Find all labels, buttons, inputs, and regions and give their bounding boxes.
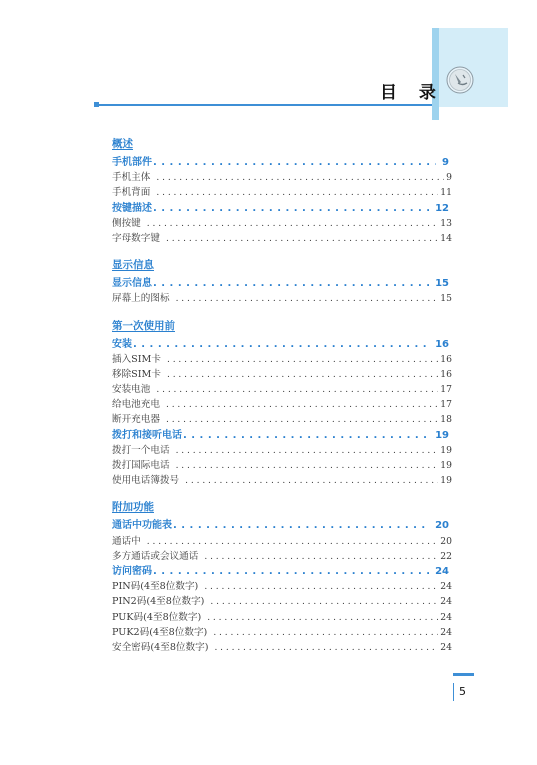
toc-item-page: 13 [440, 217, 452, 229]
toc-chapter[interactable] [112, 337, 452, 352]
toc-chapter-page: 19 [435, 429, 449, 441]
dot-leader [176, 458, 439, 473]
toc-item[interactable] [112, 640, 452, 655]
dot-leader [167, 352, 438, 367]
dot-leader [204, 549, 438, 564]
dot-leader [176, 443, 439, 458]
toc-chapter[interactable] [112, 201, 452, 216]
toc-chapter-page: 12 [435, 202, 449, 214]
toc-item-page: 11 [440, 187, 452, 199]
toc-item-page: 15 [440, 293, 452, 305]
dot-leader [166, 397, 438, 412]
toc-item-page: 14 [440, 232, 452, 244]
toc-item[interactable] [112, 291, 452, 306]
toc-item-page: 16 [440, 353, 452, 365]
toc-chapter-title: 按键描述 [112, 202, 152, 214]
toc-item-title: 屏幕上的图标 [112, 293, 170, 305]
toc-item-page: 16 [440, 368, 452, 380]
toc-item-title: 侧按键 [112, 217, 141, 229]
toc-item-page: 17 [440, 384, 452, 396]
toc-item-title: PUK码(4至8位数字) [112, 611, 202, 623]
toc-item-title: 给电池充电 [112, 399, 160, 411]
dot-leader [153, 564, 429, 579]
toc-chapter-title: 访问密码 [112, 565, 152, 577]
toc-item-title: 手机背面 [112, 187, 151, 199]
dot-leader [173, 518, 429, 533]
section-gap [112, 488, 452, 500]
toc-item-page: 24 [440, 641, 452, 653]
dot-leader [153, 276, 429, 291]
toc-section-heading: 概述 [112, 138, 133, 150]
header-rule [97, 104, 433, 106]
toc-item-title: PIN码(4至8位数字) [112, 581, 199, 593]
toc-item[interactable] [112, 473, 452, 488]
toc-item[interactable] [112, 231, 452, 246]
toc-chapter-page: 24 [435, 565, 449, 577]
toc-item[interactable] [112, 382, 452, 397]
page-title: 目 录 [380, 83, 444, 103]
toc-item-page: 18 [440, 414, 452, 426]
toc-chapter[interactable] [112, 276, 452, 291]
header-accent-bar [432, 28, 439, 120]
toc-section-heading: 第一次使用前 [112, 319, 175, 332]
toc-item-page: 20 [440, 535, 452, 547]
toc-item[interactable] [112, 170, 452, 185]
phone-logo-icon [446, 66, 474, 94]
toc-item[interactable] [112, 216, 452, 231]
toc-item[interactable] [112, 625, 452, 640]
toc-item-title: 安全密码(4至8位数字) [112, 641, 209, 653]
toc-item[interactable] [112, 610, 452, 625]
toc-item-page: 24 [440, 596, 452, 608]
toc-item-page: 9 [446, 172, 452, 184]
dot-leader [166, 412, 438, 427]
dot-leader [167, 367, 438, 382]
toc-item-page: 19 [440, 444, 452, 456]
dot-leader [156, 382, 438, 397]
toc-item[interactable] [112, 412, 452, 427]
toc-item-title: 拨打国际电话 [112, 460, 170, 471]
toc-item-page: 24 [440, 581, 452, 593]
toc-section-heading: 显示信息 [112, 259, 154, 272]
toc-item[interactable] [112, 594, 452, 609]
toc-item-title: 安装电池 [112, 384, 151, 396]
toc-item-title: 手机主体 [112, 172, 151, 184]
dot-leader [153, 155, 436, 170]
dot-leader [214, 640, 438, 655]
toc-item[interactable] [112, 367, 452, 382]
toc-chapter-title: 安装 [112, 338, 132, 350]
toc-chapter-page: 20 [435, 520, 449, 532]
toc-chapter-title: 通话中功能表 [112, 520, 172, 532]
toc-chapter[interactable] [112, 428, 452, 443]
page-number-rule [453, 673, 474, 676]
toc-item-title: 移除SIM卡 [112, 368, 161, 380]
dot-leader [183, 428, 429, 443]
toc-item-page: 24 [440, 626, 452, 638]
section-gap [112, 307, 452, 319]
toc-chapter-title: 手机部件 [112, 157, 152, 168]
toc-item-title: 使用电话簿拨号 [112, 475, 180, 487]
toc-item-page: 17 [440, 399, 452, 411]
toc-chapter[interactable] [112, 155, 452, 170]
toc-item-page: 22 [440, 550, 452, 562]
toc-item-title: 拨打一个电话 [112, 444, 170, 456]
toc-item-title: 字母数字键 [112, 232, 160, 244]
toc-item[interactable] [112, 458, 452, 473]
toc-item-title: PIN2码(4至8位数字) [112, 596, 205, 608]
dot-leader [147, 534, 439, 549]
toc-item[interactable] [112, 443, 452, 458]
toc-section-heading: 附加功能 [112, 501, 154, 514]
toc-chapter-page: 15 [435, 278, 449, 290]
dot-leader [156, 170, 444, 185]
toc-item[interactable] [112, 579, 452, 594]
toc-item-page: 24 [440, 611, 452, 623]
toc-item[interactable] [112, 397, 452, 412]
page-number: 5 [459, 685, 466, 698]
toc-chapter-page: 9 [442, 157, 449, 168]
dot-leader [176, 291, 439, 306]
section-gap [112, 246, 452, 258]
dot-leader [204, 579, 438, 594]
toc-item-page: 19 [440, 475, 452, 487]
dot-leader [213, 625, 438, 640]
toc-item[interactable] [112, 352, 452, 367]
dot-leader [185, 473, 438, 488]
dot-leader [207, 610, 438, 625]
toc-chapter[interactable] [112, 564, 452, 579]
dot-leader [133, 337, 429, 352]
toc-item-title: 通话中 [112, 535, 141, 547]
toc-item[interactable] [112, 185, 452, 200]
toc-item[interactable] [112, 534, 452, 549]
toc-item-title: 断开充电器 [112, 414, 160, 426]
dot-leader [166, 231, 438, 246]
toc-item-title: PUK2码(4至8位数字) [112, 626, 208, 638]
table-of-contents [112, 137, 452, 655]
toc-item-title: 多方通话或会议通话 [112, 550, 199, 562]
toc-chapter[interactable] [112, 518, 452, 533]
dot-leader [153, 201, 429, 216]
toc-chapter-title: 显示信息 [112, 278, 152, 290]
toc-item-title: 插入SIM卡 [112, 353, 161, 365]
dot-leader [147, 216, 439, 231]
toc-item-page: 19 [440, 460, 452, 471]
dot-leader [156, 185, 438, 200]
toc-chapter-title: 拨打和接听电话 [112, 429, 182, 441]
dot-leader [210, 594, 438, 609]
toc-item[interactable] [112, 549, 452, 564]
toc-chapter-page: 16 [435, 338, 449, 350]
